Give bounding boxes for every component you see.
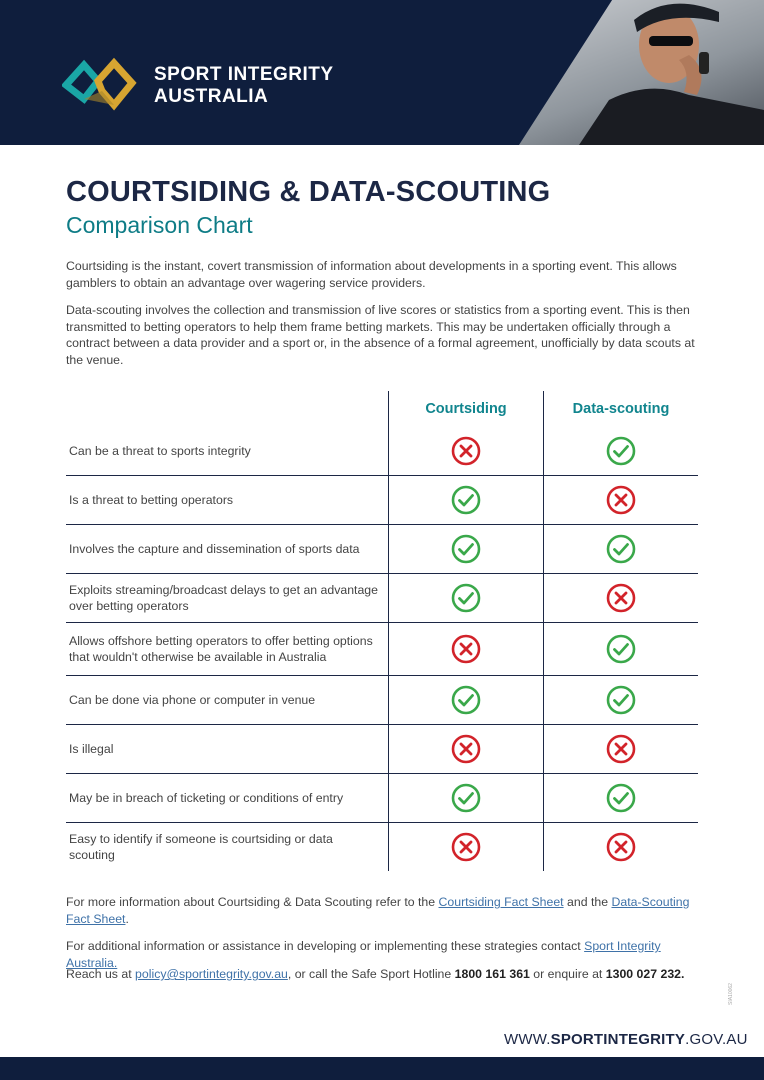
- datascouting-cross-icon: [544, 574, 699, 623]
- courtsiding-fact-sheet-link[interactable]: Courtsiding Fact Sheet: [438, 895, 564, 909]
- datascouting-cross-icon: [544, 476, 699, 525]
- data-scouting-fact-sheet-link[interactable]: Data-Scouting Fact Sheet: [66, 895, 690, 926]
- row-label: Is illegal: [66, 725, 389, 774]
- policy-email-link[interactable]: policy@sportintegrity.gov.au: [135, 967, 288, 981]
- intro-paragraph-courtsiding: Courtsiding is the instant, covert transmission of information about developments in a sporting event. This allows gamblers to obtain an advantage over wagering service providers.: [66, 259, 677, 290]
- datascouting-check-icon: [544, 525, 699, 574]
- intro-paragraph-datascouting: Data-scouting involves the collection and transmission of live scores or statistics from a sporting event. This is then transmitted to betting operators to help them frame betting markets. This may be undertaken officially through a contract between a data provider and a sport or, in the absence of a formal agreement, unofficially by data scouts at the venue.: [66, 303, 695, 367]
- row-label: Involves the capture and dissemination of sports data: [66, 525, 389, 574]
- datascouting-check-icon: [544, 623, 699, 676]
- comparison-table: [66, 391, 698, 871]
- website-url: WWW.SPORTINTEGRITY.GOV.AU: [504, 1031, 748, 1048]
- table-row: [66, 525, 698, 574]
- document-code: SIA10062: [728, 983, 734, 1005]
- datascouting-check-icon: [544, 676, 699, 725]
- column-header-courtsiding: Courtsiding: [389, 391, 544, 427]
- courtsiding-check-icon: [389, 525, 544, 574]
- row-label: May be in breach of ticketing or conditions of entry: [66, 774, 389, 823]
- table-row: [66, 476, 698, 525]
- datascouting-check-icon: [544, 427, 699, 476]
- table-row: [66, 725, 698, 774]
- row-label: Allows offshore betting operators to offer betting options that wouldn't otherwise be available in Australia: [66, 623, 389, 676]
- more-info-text: For more information about Courtsiding & Data Scouting refer to the Courtsiding Fact Sheet and the Data-Scouting Fact Sheet.: [66, 895, 690, 926]
- row-label: Exploits streaming/broadcast delays to get an advantage over betting operators: [66, 574, 389, 623]
- table-header-row: [66, 391, 698, 427]
- contact-text: Reach us at policy@sportintegrity.gov.au, or call the Safe Sport Hotline 1800 161 361 or enquire at 1300 027 232.: [66, 967, 685, 981]
- page-subtitle: Comparison Chart: [66, 212, 253, 238]
- page-title: COURTSIDING & DATA-SCOUTING: [66, 176, 551, 208]
- safe-sport-hotline-number: 1800 161 361: [454, 967, 530, 981]
- row-label: Easy to identify if someone is courtsiding or data scouting: [69, 831, 333, 862]
- brand-line-1: SPORT INTEGRITY: [154, 64, 334, 85]
- footer-bar: [0, 1057, 764, 1080]
- table-row: [66, 574, 698, 623]
- brand-line-2: AUSTRALIA: [154, 86, 269, 107]
- man-on-phone-illustration: [519, 0, 764, 145]
- row-label: Can be done via phone or computer in venue: [66, 676, 389, 725]
- datascouting-cross-icon: [544, 823, 699, 872]
- courtsiding-check-icon: [389, 574, 544, 623]
- courtsiding-cross-icon: [389, 823, 544, 872]
- assistance-text: For additional information or assistance in developing or implementing these strategies contact Sport Integrity Australia.: [66, 939, 661, 970]
- sport-integrity-logo-icon: [62, 55, 138, 115]
- table-row: [66, 623, 698, 676]
- courtsiding-cross-icon: [389, 427, 544, 476]
- table-row: [66, 823, 698, 872]
- courtsiding-cross-icon: [389, 725, 544, 774]
- sport-integrity-australia-link[interactable]: Sport Integrity Australia.: [66, 939, 661, 970]
- table-row: [66, 427, 698, 476]
- brand-name: [154, 64, 334, 108]
- enquiry-number: 1300 027 232.: [605, 967, 685, 981]
- row-label: Is a threat to betting operators: [66, 476, 389, 525]
- row-label: Can be a threat to sports integrity: [66, 427, 389, 476]
- header-photo: [519, 0, 764, 145]
- courtsiding-check-icon: [389, 476, 544, 525]
- courtsiding-cross-icon: [389, 623, 544, 676]
- datascouting-check-icon: [544, 774, 699, 823]
- header-banner: [0, 0, 764, 145]
- column-header-datascouting: Data-scouting: [544, 391, 699, 427]
- table-row: [66, 676, 698, 725]
- courtsiding-check-icon: [389, 774, 544, 823]
- table-row: [66, 774, 698, 823]
- datascouting-cross-icon: [544, 725, 699, 774]
- courtsiding-check-icon: [389, 676, 544, 725]
